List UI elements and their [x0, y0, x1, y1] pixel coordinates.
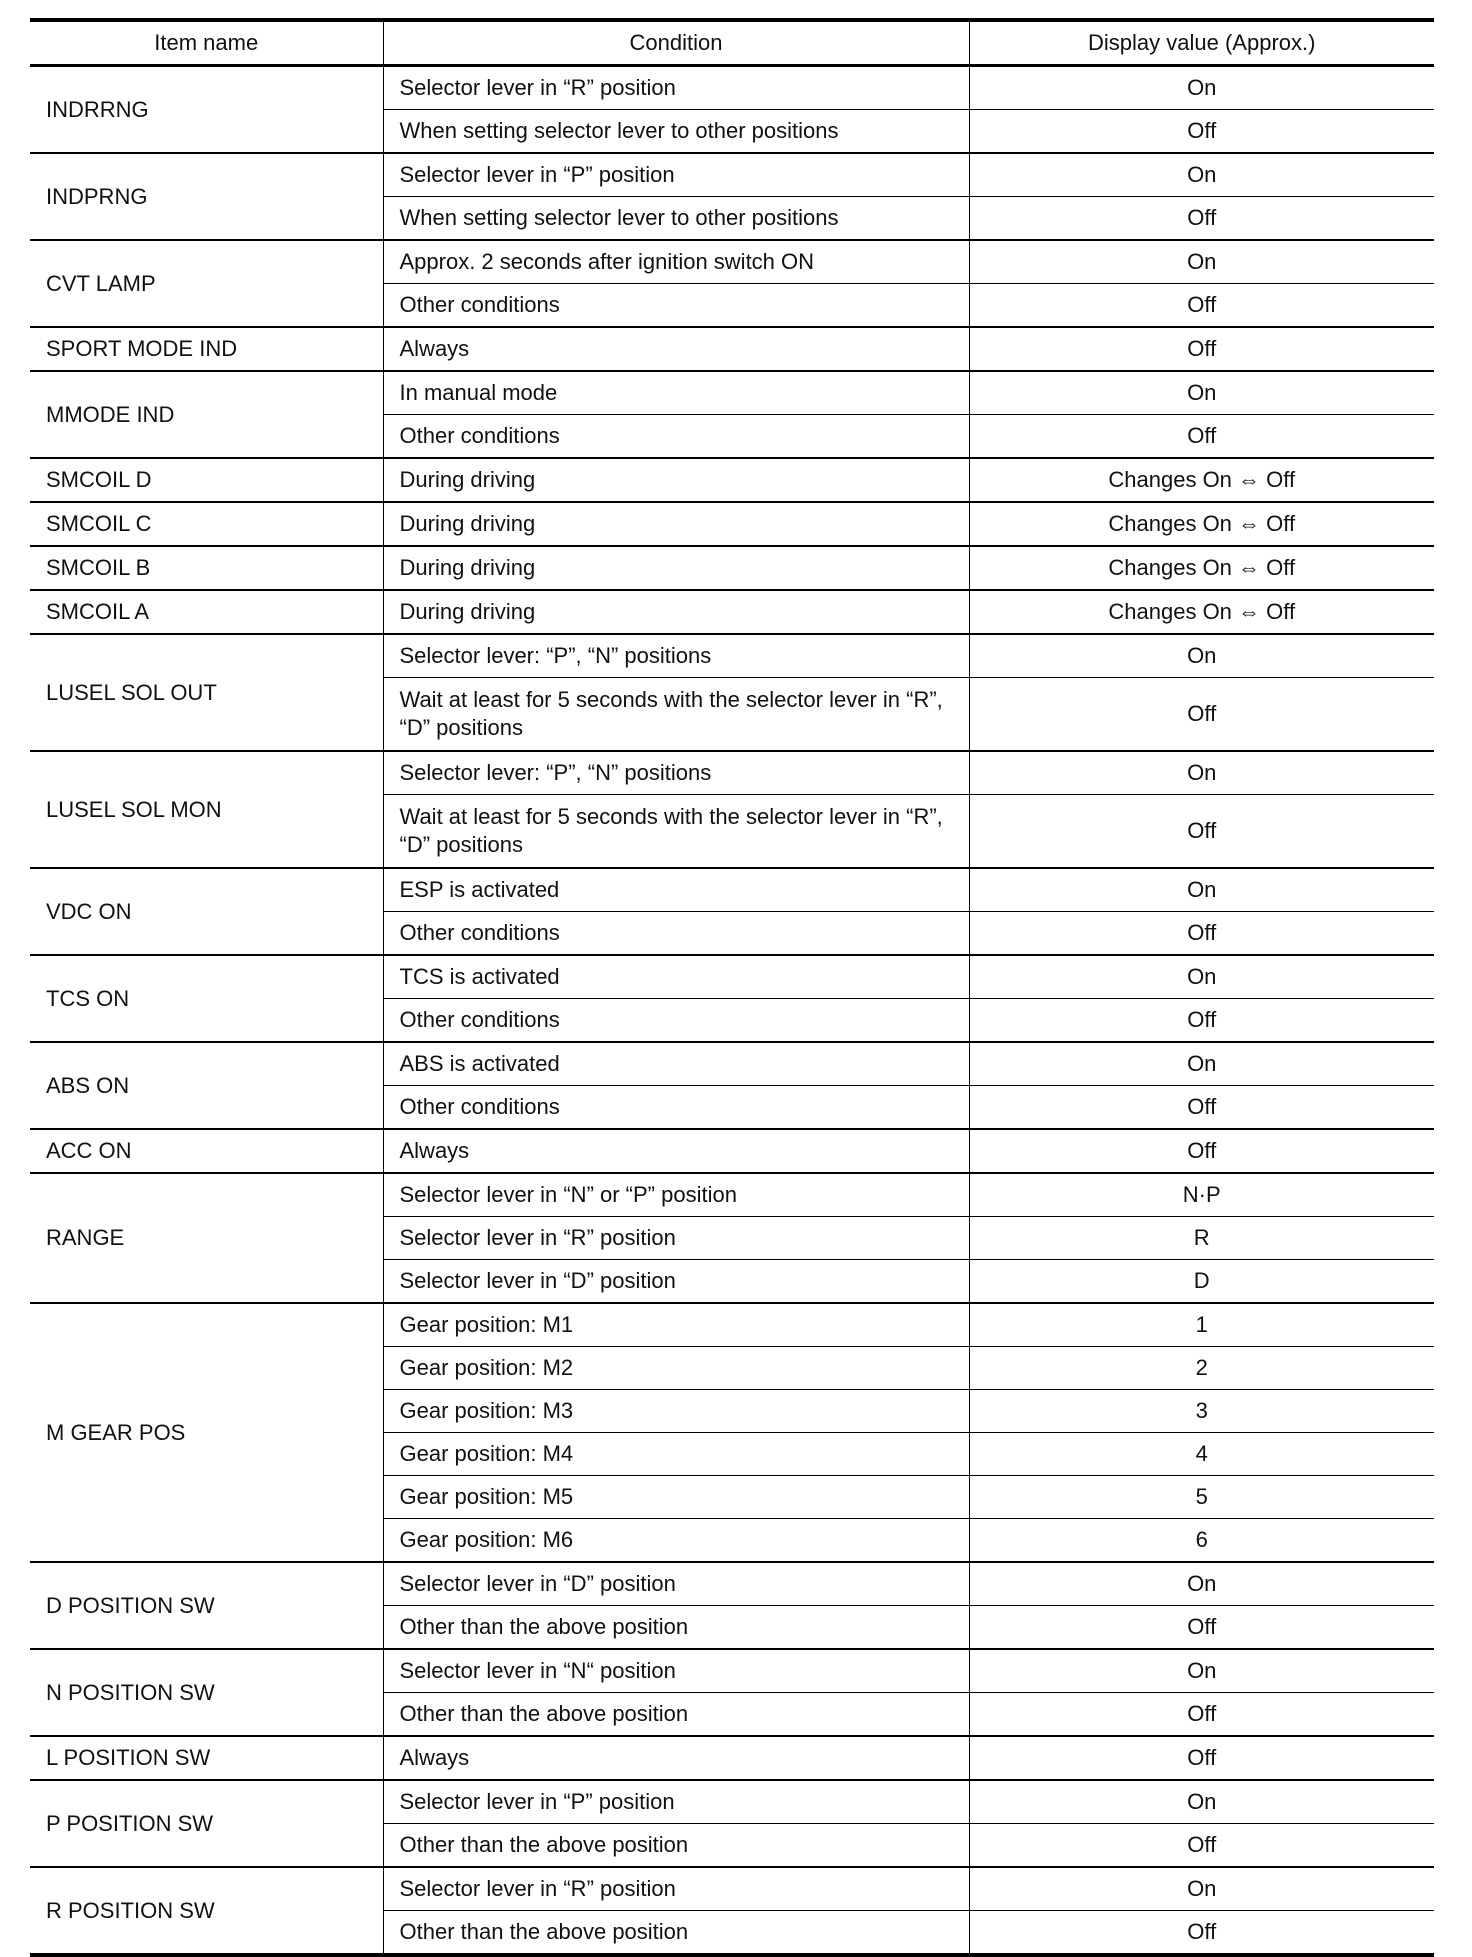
item-name-cell: LUSEL SOL MON	[30, 751, 383, 868]
display-value-cell: D	[969, 1260, 1434, 1304]
header-row	[30, 20, 1434, 66]
item-name-cell: N POSITION SW	[30, 1649, 383, 1736]
display-value-cell: Off	[969, 327, 1434, 371]
table-row	[30, 546, 1434, 590]
item-name-cell: INDRRNG	[30, 66, 383, 154]
table-row	[30, 1562, 1434, 1606]
condition-cell: ESP is activated	[383, 868, 969, 912]
display-value-cell: Off	[969, 1824, 1434, 1868]
display-value-cell: Off	[969, 999, 1434, 1043]
condition-cell: Other than the above position	[383, 1606, 969, 1650]
condition-cell: Selector lever in “D” position	[383, 1562, 969, 1606]
item-name-cell: R POSITION SW	[30, 1867, 383, 1955]
table-row	[30, 1129, 1434, 1173]
table-row	[30, 153, 1434, 197]
item-name-cell: SMCOIL D	[30, 458, 383, 502]
table-row	[30, 1173, 1434, 1217]
display-value-cell: On	[969, 868, 1434, 912]
header-display-value: Display value (Approx.)	[969, 20, 1434, 66]
condition-cell: Selector lever in “N“ position	[383, 1649, 969, 1693]
condition-cell: Gear position: M1	[383, 1303, 969, 1347]
item-name-cell: SMCOIL C	[30, 502, 383, 546]
condition-cell: Other than the above position	[383, 1824, 969, 1868]
display-value-cell: Off	[969, 1129, 1434, 1173]
display-value-cell: Off	[969, 415, 1434, 459]
display-value-cell: 2	[969, 1347, 1434, 1390]
display-value-cell: On	[969, 66, 1434, 110]
item-name-cell: SPORT MODE IND	[30, 327, 383, 371]
display-value-cell: On	[969, 955, 1434, 999]
display-value-cell: R	[969, 1217, 1434, 1260]
display-value-cell: Changes On ⇔ Off	[969, 502, 1434, 546]
item-name-cell: SMCOIL B	[30, 546, 383, 590]
header-item-name: Item name	[30, 20, 383, 66]
table-body	[30, 66, 1434, 1956]
item-name-cell: SMCOIL A	[30, 590, 383, 634]
table-row	[30, 1649, 1434, 1693]
table-row	[30, 1867, 1434, 1911]
item-name-cell: LUSEL SOL OUT	[30, 634, 383, 751]
display-value-cell: On	[969, 751, 1434, 795]
item-name-cell: D POSITION SW	[30, 1562, 383, 1649]
condition-cell: Other than the above position	[383, 1911, 969, 1956]
condition-cell: Selector lever: “P”, “N” positions	[383, 634, 969, 678]
condition-cell: Other than the above position	[383, 1693, 969, 1737]
display-value-cell: On	[969, 1649, 1434, 1693]
display-value-cell: Off	[969, 1086, 1434, 1130]
item-name-cell: RANGE	[30, 1173, 383, 1303]
header-condition: Condition	[383, 20, 969, 66]
display-value-cell: Off	[969, 110, 1434, 154]
condition-cell: Always	[383, 327, 969, 371]
display-value-cell: Off	[969, 284, 1434, 328]
display-value-cell: Off	[969, 1736, 1434, 1780]
display-value-cell: On	[969, 634, 1434, 678]
display-value-cell: Changes On ⇔ Off	[969, 458, 1434, 502]
table-row	[30, 66, 1434, 110]
condition-cell: Selector lever in “D” position	[383, 1260, 969, 1304]
display-value-cell: On	[969, 1867, 1434, 1911]
condition-cell: Other conditions	[383, 999, 969, 1043]
condition-cell: TCS is activated	[383, 955, 969, 999]
condition-cell: Selector lever: “P”, “N” positions	[383, 751, 969, 795]
condition-cell: During driving	[383, 502, 969, 546]
condition-cell: Gear position: M2	[383, 1347, 969, 1390]
table-row	[30, 751, 1434, 795]
condition-cell: Wait at least for 5 seconds with the selector lever in “R”, “D” positions	[383, 678, 969, 752]
item-name-cell: M GEAR POS	[30, 1303, 383, 1562]
table-header	[30, 20, 1434, 66]
display-value-cell: Off	[969, 1911, 1434, 1956]
condition-cell: Other conditions	[383, 284, 969, 328]
table-row	[30, 502, 1434, 546]
condition-cell: Wait at least for 5 seconds with the selector lever in “R”, “D” positions	[383, 795, 969, 869]
display-value-cell: 5	[969, 1476, 1434, 1519]
display-value-cell: On	[969, 1780, 1434, 1824]
condition-cell: ABS is activated	[383, 1042, 969, 1086]
table-row	[30, 371, 1434, 415]
item-name-cell: P POSITION SW	[30, 1780, 383, 1867]
condition-cell: Selector lever in “P” position	[383, 1780, 969, 1824]
display-value-cell: Off	[969, 1693, 1434, 1737]
condition-cell: During driving	[383, 458, 969, 502]
item-name-cell: VDC ON	[30, 868, 383, 955]
condition-cell: Selector lever in “P” position	[383, 153, 969, 197]
table-row	[30, 1303, 1434, 1347]
item-name-cell: ABS ON	[30, 1042, 383, 1129]
display-value-cell: Off	[969, 795, 1434, 869]
display-value-cell: Off	[969, 197, 1434, 241]
condition-cell: Gear position: M5	[383, 1476, 969, 1519]
table-row	[30, 590, 1434, 634]
display-value-cell: Off	[969, 678, 1434, 752]
display-value-cell: Off	[969, 1606, 1434, 1650]
table-row	[30, 1780, 1434, 1824]
condition-cell: Approx. 2 seconds after ignition switch ON	[383, 240, 969, 284]
item-name-cell: ACC ON	[30, 1129, 383, 1173]
table-row	[30, 458, 1434, 502]
item-name-cell: CVT LAMP	[30, 240, 383, 327]
item-name-cell: INDPRNG	[30, 153, 383, 240]
condition-cell: Selector lever in “R” position	[383, 1217, 969, 1260]
table-row	[30, 240, 1434, 284]
display-value-cell: On	[969, 1042, 1434, 1086]
item-name-cell: TCS ON	[30, 955, 383, 1042]
display-value-cell: Off	[969, 912, 1434, 956]
condition-cell: When setting selector lever to other positions	[383, 110, 969, 154]
display-value-cell: 6	[969, 1519, 1434, 1563]
condition-cell: Gear position: M3	[383, 1390, 969, 1433]
condition-cell: When setting selector lever to other positions	[383, 197, 969, 241]
table-row	[30, 955, 1434, 999]
condition-cell: During driving	[383, 546, 969, 590]
display-value-cell: 1	[969, 1303, 1434, 1347]
table-row	[30, 634, 1434, 678]
display-value-cell: On	[969, 371, 1434, 415]
table-row	[30, 1736, 1434, 1780]
condition-cell: Selector lever in “R” position	[383, 66, 969, 110]
condition-cell: Other conditions	[383, 415, 969, 459]
item-name-cell: MMODE IND	[30, 371, 383, 458]
display-value-cell: On	[969, 240, 1434, 284]
item-name-cell: L POSITION SW	[30, 1736, 383, 1780]
condition-cell: Other conditions	[383, 1086, 969, 1130]
data-monitor-table-container	[30, 18, 1434, 1957]
condition-cell: Always	[383, 1736, 969, 1780]
data-monitor-table	[30, 18, 1434, 1957]
table-row	[30, 327, 1434, 371]
display-value-cell: Changes On ⇔ Off	[969, 590, 1434, 634]
display-value-cell: On	[969, 1562, 1434, 1606]
display-value-cell: 4	[969, 1433, 1434, 1476]
display-value-cell: On	[969, 153, 1434, 197]
condition-cell: Gear position: M6	[383, 1519, 969, 1563]
display-value-cell: Changes On ⇔ Off	[969, 546, 1434, 590]
condition-cell: Selector lever in “N” or “P” position	[383, 1173, 969, 1217]
condition-cell: Gear position: M4	[383, 1433, 969, 1476]
condition-cell: During driving	[383, 590, 969, 634]
condition-cell: Selector lever in “R” position	[383, 1867, 969, 1911]
condition-cell: Always	[383, 1129, 969, 1173]
display-value-cell: N·P	[969, 1173, 1434, 1217]
condition-cell: In manual mode	[383, 371, 969, 415]
condition-cell: Other conditions	[383, 912, 969, 956]
table-row	[30, 1042, 1434, 1086]
table-row	[30, 868, 1434, 912]
display-value-cell: 3	[969, 1390, 1434, 1433]
